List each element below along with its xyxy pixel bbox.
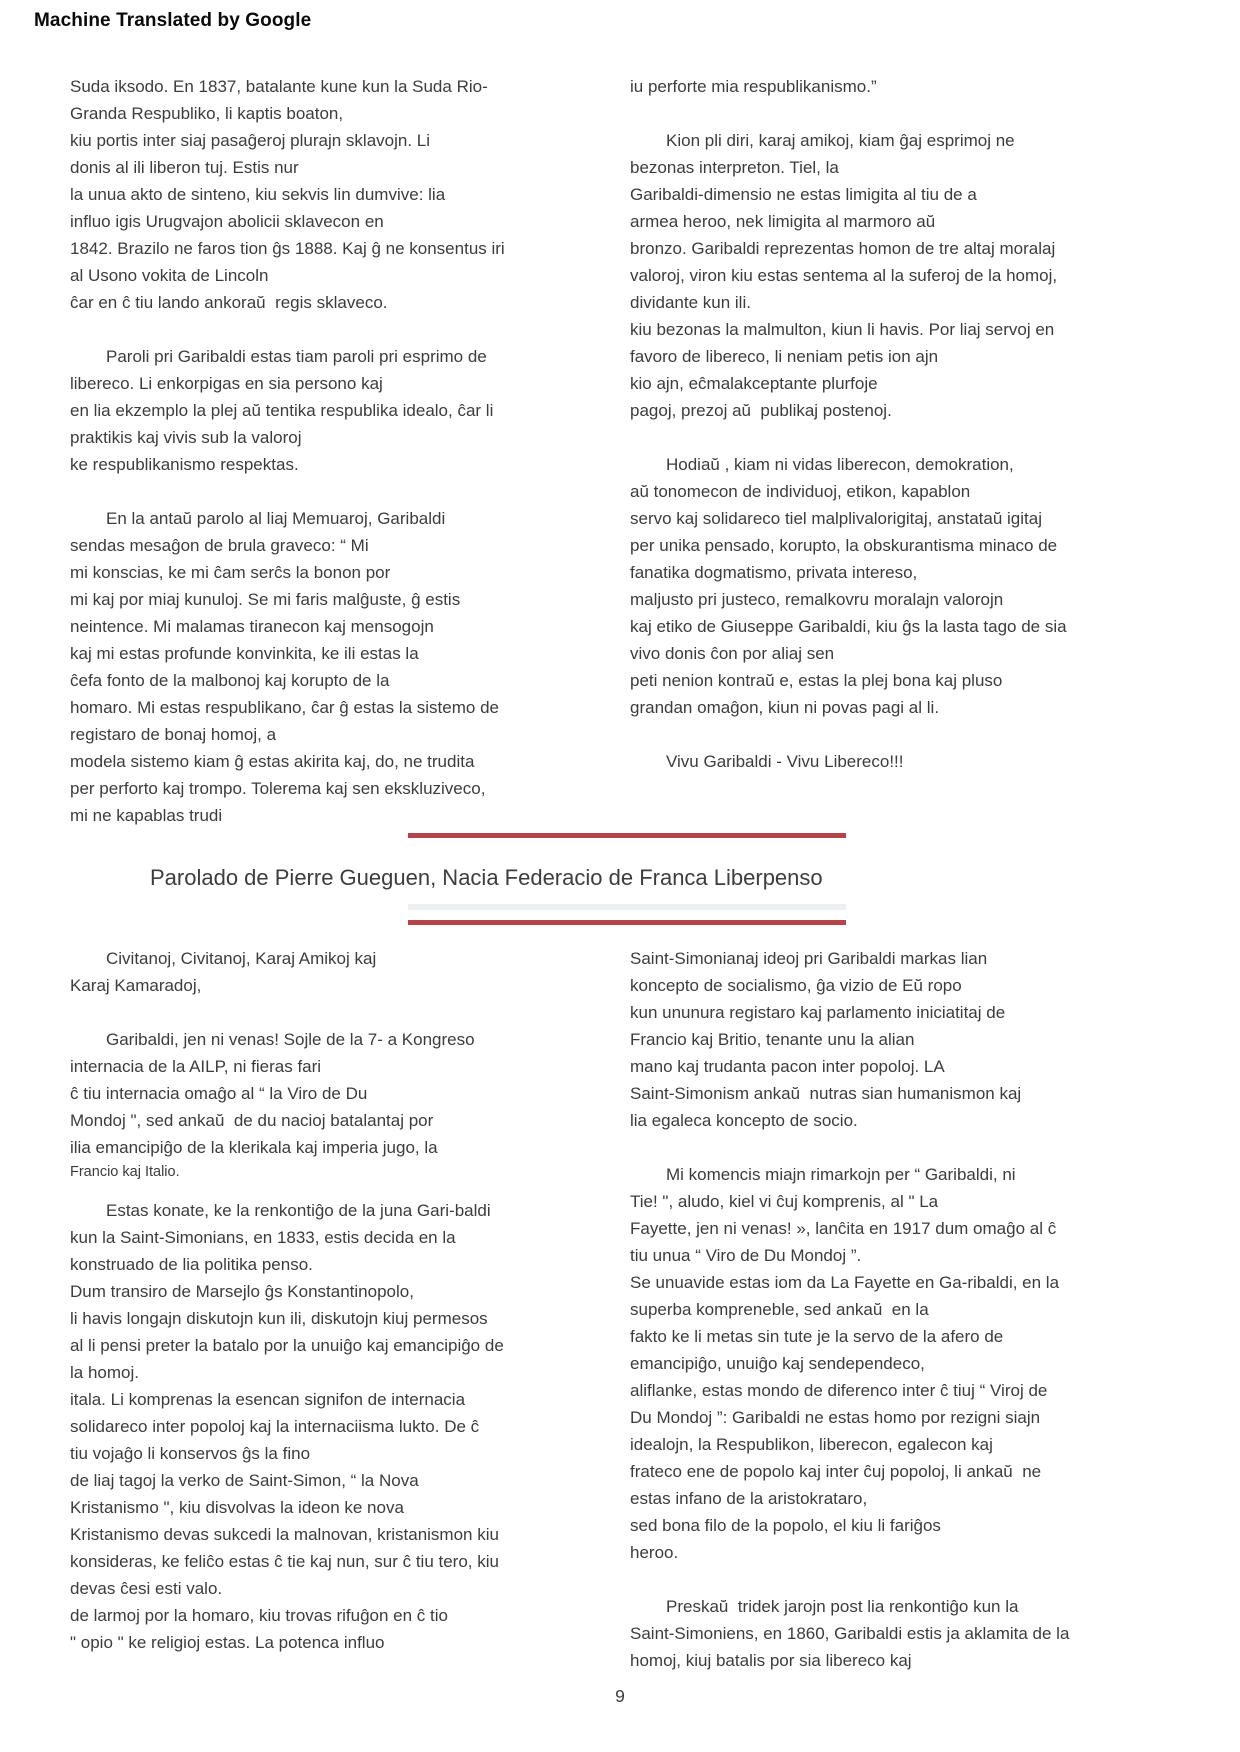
paragraph	[630, 1161, 1190, 1566]
text-line: kio ajn, eĉmalakceptante plurfoje	[630, 374, 878, 393]
text-line: maljusto pri justeco, remalkovru moralajn valorojn	[630, 590, 1004, 609]
text-line: iu perforte mia respublikanismo.”	[630, 77, 877, 96]
text-line: Se unuavide estas iom da La Fayette en Ga-ribaldi, en la	[630, 1273, 1060, 1292]
text-line: en lia ekzemplo la plej aŭ tentika respublika idealo, ĉar li	[70, 401, 494, 420]
text-line: armea heroo, nek limigita al marmoro aŭ	[630, 212, 936, 231]
paragraph	[630, 1593, 1190, 1674]
text-line: al li pensi preter la batalo por la unuiĝo kaj emancipiĝo de	[70, 1336, 504, 1355]
text-line: Tie! ", aludo, kiel vi ĉuj komprenis, al " La	[630, 1192, 939, 1211]
text-line: tiu vojaĝo li konservos ĝs la fino	[70, 1444, 311, 1463]
paragraph	[70, 1026, 618, 1161]
text-line: konstruado de lia politika penso.	[70, 1255, 313, 1274]
text-line: aliflanke, estas mondo de diferenco inter ĉ tiuj “ Viroj de	[630, 1381, 1048, 1400]
text-line: Fayette, jen ni venas! », lanĉita en 1917 dum omaĝo al ĉ	[630, 1219, 1057, 1238]
text-line: favoro de libereco, li neniam petis ion ajn	[630, 347, 939, 366]
text-line: mi konscias, ke mi ĉam serĉs la bonon por	[70, 563, 391, 582]
text-line: aŭ tonomecon de individuoj, etikon, kapablon	[630, 482, 971, 501]
text-line: dividante kun ili.	[630, 293, 751, 312]
text-line: Garibaldi-dimensio ne estas limigita al tiu de a	[630, 185, 977, 204]
red-rule-top	[408, 833, 846, 838]
text-line: Du Mondoj ”: Garibaldi ne estas homo por rezigni siajn	[630, 1408, 1041, 1427]
text-line: Civitanoj, Civitanoj, Karaj Amikoj kaj	[106, 949, 377, 968]
paragraph	[70, 505, 618, 829]
text-line: Saint-Simonism ankaŭ nutras sian humanismon kaj	[630, 1084, 1022, 1103]
text-line: frateco ene de popolo kaj inter ĉuj popoloj, li ankaŭ ne	[630, 1462, 1042, 1481]
text-line: modela sistemo kiam ĝ estas akirita kaj, do, ne trudita	[70, 752, 475, 771]
column-bottom-right	[630, 945, 1190, 1674]
text-line: Paroli pri Garibaldi estas tiam paroli pri esprimo de	[106, 347, 487, 366]
text-line: tiu unua “ Viro de Du Mondoj ”.	[630, 1246, 862, 1265]
section-divider	[0, 833, 1240, 925]
text-line: influo igis Urugvajon abolicii sklavecon en	[70, 212, 384, 231]
text-line: Kristanismo devas sukcedi la malnovan, kristanismon kiu	[70, 1525, 499, 1544]
text-line: servo kaj solidareco tiel malplivalorigitaj, anstataŭ igitaj	[630, 509, 1042, 528]
text-line: kun la Saint-Simonians, en 1833, estis decida en la	[70, 1228, 456, 1247]
text-line: Dum transiro de Marsejlo ĝs Konstantinopolo,	[70, 1282, 414, 1301]
paragraph	[70, 343, 618, 478]
text-line: superba kompreneble, sed ankaŭ en la	[630, 1300, 929, 1319]
text-line: ilia emancipiĝo de la klerikala kaj imperia jugo, la	[70, 1138, 438, 1157]
text-line: homoj, kiuj batalis por sia libereco kaj	[630, 1651, 912, 1670]
paragraph	[630, 748, 1190, 775]
text-line: fakto ke li metas sin tute je la servo de la afero de	[630, 1327, 1004, 1346]
section-top	[70, 0, 1240, 829]
machine-translated-watermark: Machine Translated by Google	[34, 10, 312, 31]
text-line: Hodiaŭ , kiam ni vidas liberecon, demokration,	[666, 455, 1014, 474]
text-line: Saint-Simonianaj ideoj pri Garibaldi markas lian	[630, 949, 988, 968]
text-line: Karaj Kamaradoj,	[70, 976, 202, 995]
text-line: li havis longajn diskutojn kun ili, diskutojn kiuj permesos	[70, 1309, 488, 1328]
text-line: la homoj.	[70, 1363, 139, 1382]
text-line: kun ununura registaro kaj parlamento iniciatitaj de	[630, 1003, 1006, 1022]
paragraph	[630, 127, 1190, 424]
paragraph	[630, 73, 1190, 100]
text-line: koncepto de socialismo, ĝa vizio de Eŭ ropo	[630, 976, 962, 995]
text-line: kiu bezonas la malmulton, kiun li havis. Por liaj servoj en	[630, 320, 1055, 339]
text-line: Granda Respubliko, li kaptis boaton,	[70, 104, 344, 123]
column-top-right	[630, 73, 1190, 829]
text-line: solidareco inter popoloj kaj la internaciisma lukto. De ĉ	[70, 1417, 480, 1436]
text-line: pagoj, prezoj aŭ publikaj postenoj.	[630, 401, 892, 420]
text-line: ke respublikanismo respektas.	[70, 455, 299, 474]
text-line: kaj etiko de Giuseppe Garibaldi, kiu ĝs la lasta tago de sia	[630, 617, 1067, 636]
text-line: bezonas interpreton. Tiel, la	[630, 158, 839, 177]
text-line: praktikis kaj vivis sub la valoroj	[70, 428, 302, 447]
text-line: de larmoj por la homaro, kiu trovas rifuĝon en ĉ tio	[70, 1606, 448, 1625]
text-line: Francio kaj Britio, tenante unu la alian	[630, 1030, 915, 1049]
text-line: mi ne kapablas trudi	[70, 806, 223, 825]
text-line: heroo.	[630, 1543, 679, 1562]
text-line: ĉ tiu internacia omaĝo al “ la Viro de Du	[70, 1084, 368, 1103]
text-line: ĉefa fonto de la malbonoj kaj korupto de la	[70, 671, 390, 690]
text-line: sed bona filo de la popolo, el kiu li fariĝos	[630, 1516, 941, 1535]
text-line: peti nenion kontraŭ e, estas la plej bona kaj pluso	[630, 671, 1003, 690]
paragraph	[70, 1197, 618, 1656]
text-line: vivo donis ĉon por aliaj sen	[630, 644, 835, 663]
red-rule-bottom	[408, 920, 846, 925]
text-line: emancipiĝo, unuiĝo kaj sendependeco,	[630, 1354, 925, 1373]
paragraph	[70, 1161, 618, 1183]
text-line: Mi komencis miajn rimarkojn per “ Garibaldi, ni	[666, 1165, 1016, 1184]
text-line: lia egaleca koncepto de socio.	[630, 1111, 858, 1130]
text-line: mi kaj por miaj kunuloj. Se mi faris malĝuste, ĝ estis	[70, 590, 461, 609]
text-line: Saint-Simoniens, en 1860, Garibaldi estis ja aklamita de la	[630, 1624, 1070, 1643]
page-number: 9	[615, 1686, 625, 1706]
paragraph	[630, 451, 1190, 721]
text-line: Vivu Garibaldi - Vivu Libereco!!!	[666, 752, 904, 771]
text-line: valoroj, viron kiu estas sentema al la suferoj de la homoj,	[630, 266, 1058, 285]
text-line: per unika pensado, korupto, la obskurantisma minaco de	[630, 536, 1058, 555]
text-line: kaj mi estas profunde konvinkita, ke ili estas la	[70, 644, 419, 663]
text-line: " opio " ke religioj estas. La potenca influo	[70, 1633, 385, 1652]
text-line: konsideras, ke feliĉo estas ĉ tie kaj nun, sur ĉ tiu tero, kiu	[70, 1552, 499, 1571]
text-line: Kristanismo ", kiu disvolvas la ideon ke nova	[70, 1498, 404, 1517]
text-line: mano kaj trudanta pacon inter popoloj. LA	[630, 1057, 945, 1076]
text-line: registaro de bonaj homoj, a	[70, 725, 277, 744]
text-line: la unua akto de sinteno, kiu sekvis lin dumvive: lia	[70, 185, 446, 204]
text-line: bronzo. Garibaldi reprezentas homon de tre altaj moralaj	[630, 239, 1056, 258]
text-line: homaro. Mi estas respublikano, ĉar ĝ estas la sistemo de	[70, 698, 499, 717]
text-line: Estas konate, ke la renkontiĝo de la juna Gari-baldi	[106, 1201, 491, 1220]
text-line: itala. Li komprenas la esencan signifon de internacia	[70, 1390, 466, 1409]
text-line: Preskaŭ tridek jarojn post lia renkontiĝo kun la	[666, 1597, 1019, 1616]
text-line: sendas mesaĝon de brula graveco: “ Mi	[70, 536, 369, 555]
text-line: neintence. Mi malamas tiranecon kaj mensogojn	[70, 617, 434, 636]
text-line: fanatika dogmatismo, privata intereso,	[630, 563, 918, 582]
column-top-left	[70, 73, 618, 829]
text-line: kiu portis inter siaj pasaĝeroj plurajn sklavojn. Li	[70, 131, 431, 150]
text-line: idealojn, la Respublikon, liberecon, egalecon kaj	[630, 1435, 993, 1454]
text-line: devas ĉesi esti valo.	[70, 1579, 223, 1598]
text-line: Garibaldi, jen ni venas! Sojle de la 7- a Kongreso	[106, 1030, 475, 1049]
text-line: ĉar en ĉ tiu lando ankoraŭ regis sklaveco.	[70, 293, 388, 312]
section-bottom	[70, 945, 1240, 1674]
text-line: 1842. Brazilo ne faros tion ĝs 1888. Kaj ĝ ne konsentus iri	[70, 239, 505, 258]
section-heading: Parolado de Pierre Gueguen, Nacia Federacio de Franca Liberpenso	[150, 865, 823, 890]
text-line: grandan omaĝon, kiun ni povas pagi al li.	[630, 698, 940, 717]
text-line: estas infano de la aristokrataro,	[630, 1489, 868, 1508]
text-line: Mondoj ", sed ankaŭ de du nacioj batalantaj por	[70, 1111, 434, 1130]
text-line: Suda iksodo. En 1837, batalante kune kun la Suda Rio-	[70, 77, 488, 96]
text-line: En la antaŭ parolo al liaj Memuaroj, Garibaldi	[106, 509, 446, 528]
text-line: Francio kaj Italio.	[70, 1164, 180, 1180]
paragraph	[630, 945, 1190, 1134]
text-line: internacia de la AILP, ni fieras fari	[70, 1057, 322, 1076]
faint-rule	[408, 904, 846, 910]
text-line: donis al ili liberon tuj. Estis nur	[70, 158, 299, 177]
column-bottom-left	[70, 945, 618, 1674]
text-line: Kion pli diri, karaj amikoj, kiam ĝaj esprimoj ne	[666, 131, 1015, 150]
text-line: per perforto kaj trompo. Tolerema kaj sen ekskluziveco,	[70, 779, 486, 798]
text-line: al Usono vokita de Lincoln	[70, 266, 269, 285]
paragraph	[70, 945, 618, 999]
paragraph	[70, 73, 618, 316]
text-line: libereco. Li enkorpigas en sia persono kaj	[70, 374, 383, 393]
text-line: de liaj tagoj la verko de Saint-Simon, “ la Nova	[70, 1471, 419, 1490]
